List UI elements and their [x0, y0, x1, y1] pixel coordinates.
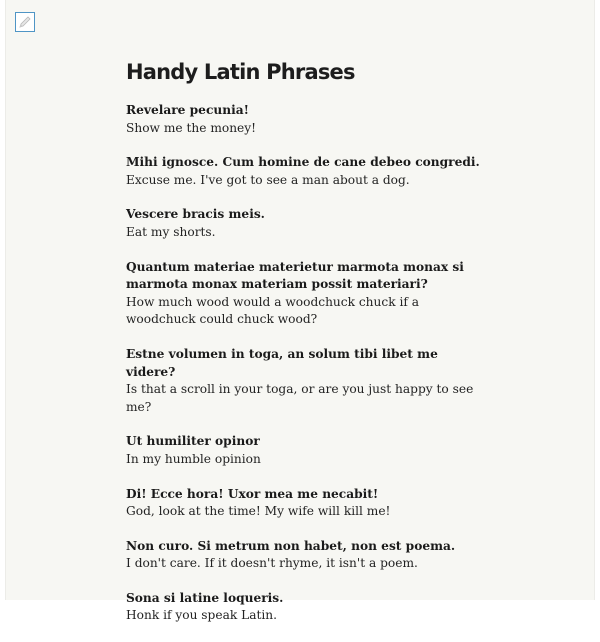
- phrase-item: [126, 259, 486, 329]
- english-translation: Eat my shorts.: [126, 224, 216, 239]
- latin-phrase: Quantum materiae materietur marmota monax si marmota monax materiam possit materiari?: [126, 259, 464, 292]
- english-translation: I don't care. If it doesn't rhyme, it isn't a poem.: [126, 556, 418, 571]
- latin-phrase: Sona si latine loqueris.: [126, 590, 284, 605]
- latin-phrase: Mihi ignosce. Cum homine de cane debeo congredi.: [126, 155, 480, 170]
- english-translation: How much wood would a woodchuck chuck if a woodchuck could chuck wood?: [126, 294, 420, 327]
- phrase-item: [126, 433, 486, 468]
- english-translation: God, look at the time! My wife will kill me!: [126, 504, 391, 519]
- page-title: Handy Latin Phrases: [126, 60, 355, 84]
- english-translation: Honk if you speak Latin.: [126, 608, 277, 623]
- latin-phrase: Ut humiliter opinor: [126, 434, 260, 449]
- phrase-item: [126, 154, 486, 189]
- latin-phrase: Non curo. Si metrum non habet, non est poema.: [126, 538, 456, 553]
- english-translation: Excuse me. I've got to see a man about a dog.: [126, 172, 410, 187]
- phrase-item: [126, 538, 486, 573]
- latin-phrase: Estne volumen in toga, an solum tibi libet me videre?: [126, 346, 438, 379]
- page-container: [5, 0, 595, 623]
- phrase-item: [126, 102, 486, 137]
- english-translation: Is that a scroll in your toga, or are you just happy to see me?: [126, 382, 474, 414]
- phrase-item: [126, 346, 486, 416]
- phrase-item: [126, 590, 486, 625]
- english-translation: Show me the money!: [126, 120, 257, 135]
- english-translation: In my humble opinion: [126, 451, 261, 466]
- article: [126, 56, 486, 642]
- phrase-item: [126, 486, 486, 521]
- latin-phrase: Revelare pecunia!: [126, 103, 249, 117]
- latin-phrase: Vescere bracis meis.: [126, 207, 265, 222]
- edit-icon[interactable]: [15, 12, 35, 32]
- latin-phrase: Di! Ecce hora! Uxor mea me necabit!: [126, 486, 379, 501]
- phrase-item: [126, 206, 486, 241]
